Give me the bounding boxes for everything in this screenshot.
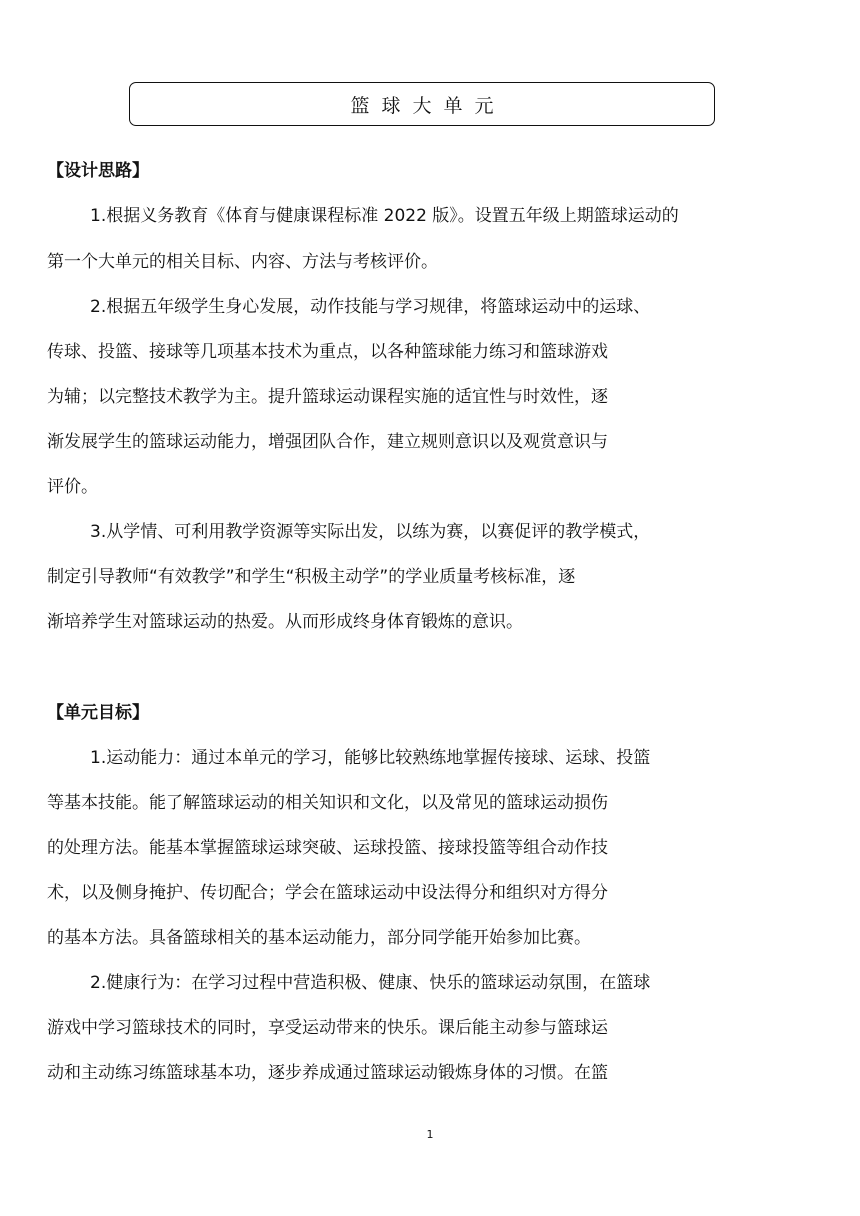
paragraph-line: 术，以及侧身掩护、传切配合；学会在篮球运动中设法得分和组织对方得分 [47, 883, 608, 903]
document-title: 篮球大单元 [350, 94, 506, 117]
paragraph-line: 渐培养学生对篮球运动的热爱。从而形成终身体育锻炼的意识。 [47, 612, 523, 632]
paragraph-line: 为辅；以完整技术教学为主。提升篮球运动课程实施的适宜性与时效性，逐 [47, 387, 608, 407]
paragraph-line: 动和主动练习练篮球基本功，逐步养成通过篮球运动锻炼身体的习惯。在篮 [47, 1063, 608, 1083]
section-heading-design: 【设计思路】 [47, 161, 149, 181]
paragraph-line: 2.根据五年级学生身心发展，动作技能与学习规律，将篮球运动中的运球、 [90, 297, 651, 317]
paragraph-line: 第一个大单元的相关目标、内容、方法与考核评价。 [47, 252, 438, 272]
paragraph-line: 等基本技能。能了解篮球运动的相关知识和文化，以及常见的篮球运动损伤 [47, 793, 608, 813]
paragraph-line: 的处理方法。能基本掌握篮球运球突破、运球投篮、接球投篮等组合动作技 [47, 838, 608, 858]
paragraph-line: 制定引导教师“有效教学”和学生“积极主动学”的学业质量考核标准，逐 [47, 567, 576, 587]
section-heading-goals: 【单元目标】 [47, 703, 149, 723]
paragraph-line: 传球、投篮、接球等几项基本技术为重点，以各种篮球能力练习和篮球游戏 [47, 342, 608, 362]
paragraph-line: 渐发展学生的篮球运动能力，增强团队合作，建立规则意识以及观赏意识与 [47, 432, 608, 452]
paragraph-line: 1.根据义务教育《体育与健康课程标准 2022 版》。设置五年级上期篮球运动的 [90, 206, 679, 226]
title-box [129, 82, 715, 126]
paragraph-line: 评价。 [47, 477, 98, 497]
paragraph-line: 的基本方法。具备篮球相关的基本运动能力，部分同学能开始参加比赛。 [47, 928, 591, 948]
paragraph-line: 1.运动能力：通过本单元的学习，能够比较熟练地掌握传接球、运球、投篮 [90, 748, 651, 768]
paragraph-line: 2.健康行为：在学习过程中营造积极、健康、快乐的篮球运动氛围，在篮球 [90, 973, 651, 993]
paragraph-line: 游戏中学习篮球技术的同时，享受运动带来的快乐。课后能主动参与篮球运 [47, 1018, 608, 1038]
paragraph-line: 3.从学情、可利用教学资源等实际出发，以练为赛，以赛促评的教学模式， [90, 522, 651, 542]
page-number: 1 [426, 1128, 434, 1141]
